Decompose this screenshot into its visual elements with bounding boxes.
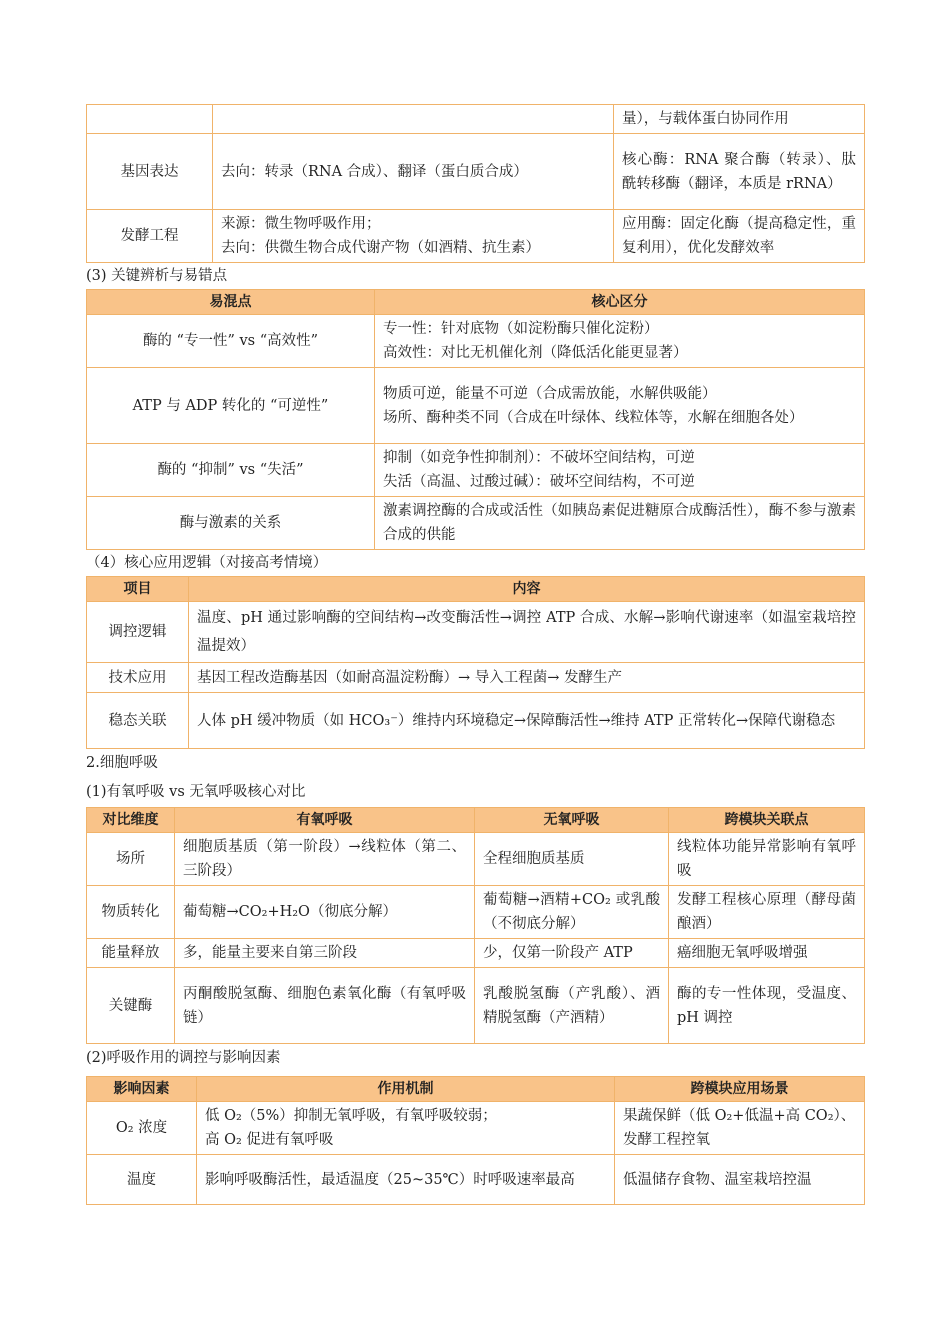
table-cell: 发酵工程 xyxy=(87,210,213,263)
cell-line: 去向：供微生物合成代谢产物（如酒精、抗生素） xyxy=(221,240,540,256)
respiration-factors-table xyxy=(86,1076,865,1205)
table-cell xyxy=(375,368,865,444)
table-header: 有氧呼吸 xyxy=(175,808,475,833)
section-caption: (1)有氧呼吸 vs 无氧呼吸核心对比 xyxy=(86,784,306,800)
table-cell: 多，能量主要来自第三阶段 xyxy=(175,939,475,968)
table-cell: 酶的 “专一性” vs “高效性” xyxy=(87,315,375,368)
table-header-row xyxy=(87,577,865,602)
table-cell: 线粒体功能异常影响有氧呼吸 xyxy=(669,833,865,886)
table-cell: 发酵工程核心原理（酵母菌酿酒） xyxy=(669,886,865,939)
table-header: 作用机制 xyxy=(197,1077,615,1102)
cell-line: 低 O₂（5%）抑制无氧呼吸，有氧呼吸较弱； xyxy=(205,1108,497,1124)
table-cell: 基因表达 xyxy=(87,134,213,210)
cell-line: 高 O₂ 促进有氧呼吸 xyxy=(205,1132,334,1148)
table-row xyxy=(87,210,865,263)
table-cell: 酶的专一性体现，受温度、pH 调控 xyxy=(669,968,865,1044)
cell-line: 专一性：针对底物（如淀粉酶只催化淀粉） xyxy=(383,321,659,337)
cell-line: 物质可逆，能量不可逆（合成需放能，水解供吸能） xyxy=(383,385,717,402)
table-row xyxy=(87,497,865,550)
table-header: 易混点 xyxy=(87,290,375,315)
table-cell: 人体 pH 缓冲物质（如 HCO₃⁻）维持内环境稳定→保障酶活性→维持 ATP 正常转化→保障代谢稳态 xyxy=(189,693,865,749)
table-cell: 关键酶 xyxy=(87,968,175,1044)
table-cell: 葡萄糖→CO₂+H₂O（彻底分解） xyxy=(175,886,475,939)
cell-line: 失活（高温、过酸过碱）：破坏空间结构，不可逆 xyxy=(383,474,695,490)
table-cell: 量），与载体蛋白协同作用 xyxy=(614,105,865,134)
table-cell: 果蔬保鲜（低 O₂+低温+高 CO₂）、发酵工程控氧 xyxy=(615,1102,865,1155)
table-header: 影响因素 xyxy=(87,1077,197,1102)
table-cell: 丙酮酸脱氢酶、细胞色素氧化酶（有氧呼吸链） xyxy=(175,968,475,1044)
table-row xyxy=(87,693,865,749)
table-cell: 葡萄糖→酒精+CO₂ 或乳酸（不彻底分解） xyxy=(475,886,669,939)
table-row xyxy=(87,663,865,693)
table-cell: O₂ 浓度 xyxy=(87,1102,197,1155)
table-cell xyxy=(87,105,213,134)
table-header: 无氧呼吸 xyxy=(475,808,669,833)
table-row xyxy=(87,602,865,663)
gene-fermentation-table xyxy=(86,104,865,263)
table-cell: 酶的 “抑制” vs “失活” xyxy=(87,444,375,497)
table-cell: 应用酶：固定化酶（提高稳定性，重复利用），优化发酵效率 xyxy=(614,210,865,263)
table-cell: 温度 xyxy=(87,1155,197,1205)
table-cell: 细胞质基质（第一阶段）→线粒体（第二、三阶段） xyxy=(175,833,475,886)
table-row xyxy=(87,105,865,134)
table-header: 对比维度 xyxy=(87,808,175,833)
table-header: 项目 xyxy=(87,577,189,602)
table-row xyxy=(87,886,865,939)
table-cell xyxy=(375,444,865,497)
table-cell: 技术应用 xyxy=(87,663,189,693)
section-caption: （4）核心应用逻辑（对接高考情境） xyxy=(86,555,328,571)
table-cell: 温度、pH 通过影响酶的空间结构→改变酶活性→调控 ATP 合成、水解→影响代谢速率（如温室栽培控温提效） xyxy=(189,602,865,663)
cell-line: 来源：微生物呼吸作用； xyxy=(221,216,381,232)
table-header-row xyxy=(87,290,865,315)
section-heading: 2.细胞呼吸 xyxy=(86,755,158,771)
table-cell: 低温储存食物、温室栽培控温 xyxy=(615,1155,865,1205)
section-caption: (2)呼吸作用的调控与影响因素 xyxy=(86,1050,281,1066)
table-cell: 乳酸脱氢酶（产乳酸）、酒精脱氢酶（产酒精） xyxy=(475,968,669,1044)
table-cell: 调控逻辑 xyxy=(87,602,189,663)
section-caption: (3) 关键辨析与易错点 xyxy=(86,268,228,284)
key-distinction-table xyxy=(86,289,865,550)
table-cell: 物质转化 xyxy=(87,886,175,939)
table-cell xyxy=(213,105,614,134)
table-header-row xyxy=(87,808,865,833)
table-header: 跨模块关联点 xyxy=(669,808,865,833)
document-page xyxy=(86,104,864,1205)
table-header: 内容 xyxy=(189,577,865,602)
table-cell xyxy=(213,210,614,263)
table-row xyxy=(87,968,865,1044)
table-row xyxy=(87,833,865,886)
table-header-row xyxy=(87,1077,865,1102)
table-row xyxy=(87,1155,865,1205)
table-cell: 核心酶：RNA 聚合酶（转录）、肽酰转移酶（翻译，本质是 rRNA） xyxy=(614,134,865,210)
table-cell: 基因工程改造酶基因（如耐高温淀粉酶）→ 导入工程菌→ 发酵生产 xyxy=(189,663,865,693)
table-row xyxy=(87,1102,865,1155)
table-cell: 去向：转录（RNA 合成）、翻译（蛋白质合成） xyxy=(213,134,614,210)
cell-line: 场所、酶种类不同（合成在叶绿体、线粒体等，水解在细胞各处） xyxy=(383,409,804,426)
table-cell: 全程细胞质基质 xyxy=(475,833,669,886)
table-cell: 能量释放 xyxy=(87,939,175,968)
respiration-comparison-table xyxy=(86,807,865,1044)
table-cell: 影响呼吸酶活性，最适温度（25~35℃）时呼吸速率最高 xyxy=(197,1155,615,1205)
table-cell xyxy=(375,315,865,368)
table-cell: 稳态关联 xyxy=(87,693,189,749)
table-row xyxy=(87,134,865,210)
table-row xyxy=(87,315,865,368)
table-cell: 癌细胞无氧呼吸增强 xyxy=(669,939,865,968)
table-cell: 酶与激素的关系 xyxy=(87,497,375,550)
table-cell: ATP 与 ADP 转化的 “可逆性” xyxy=(87,368,375,444)
table-header: 核心区分 xyxy=(375,290,865,315)
table-cell: 场所 xyxy=(87,833,175,886)
table-row xyxy=(87,444,865,497)
table-row xyxy=(87,939,865,968)
cell-line: 抑制（如竞争性抑制剂）：不破坏空间结构，可逆 xyxy=(383,450,695,466)
table-cell: 激素调控酶的合成或活性（如胰岛素促进糖原合成酶活性），酶不参与激素合成的供能 xyxy=(375,497,865,550)
table-cell: 少，仅第一阶段产 ATP xyxy=(475,939,669,968)
table-cell xyxy=(197,1102,615,1155)
table-header: 跨模块应用场景 xyxy=(615,1077,865,1102)
table-row xyxy=(87,368,865,444)
cell-line: 高效性：对比无机催化剂（降低活化能更显著） xyxy=(383,345,688,361)
core-application-table xyxy=(86,576,865,749)
